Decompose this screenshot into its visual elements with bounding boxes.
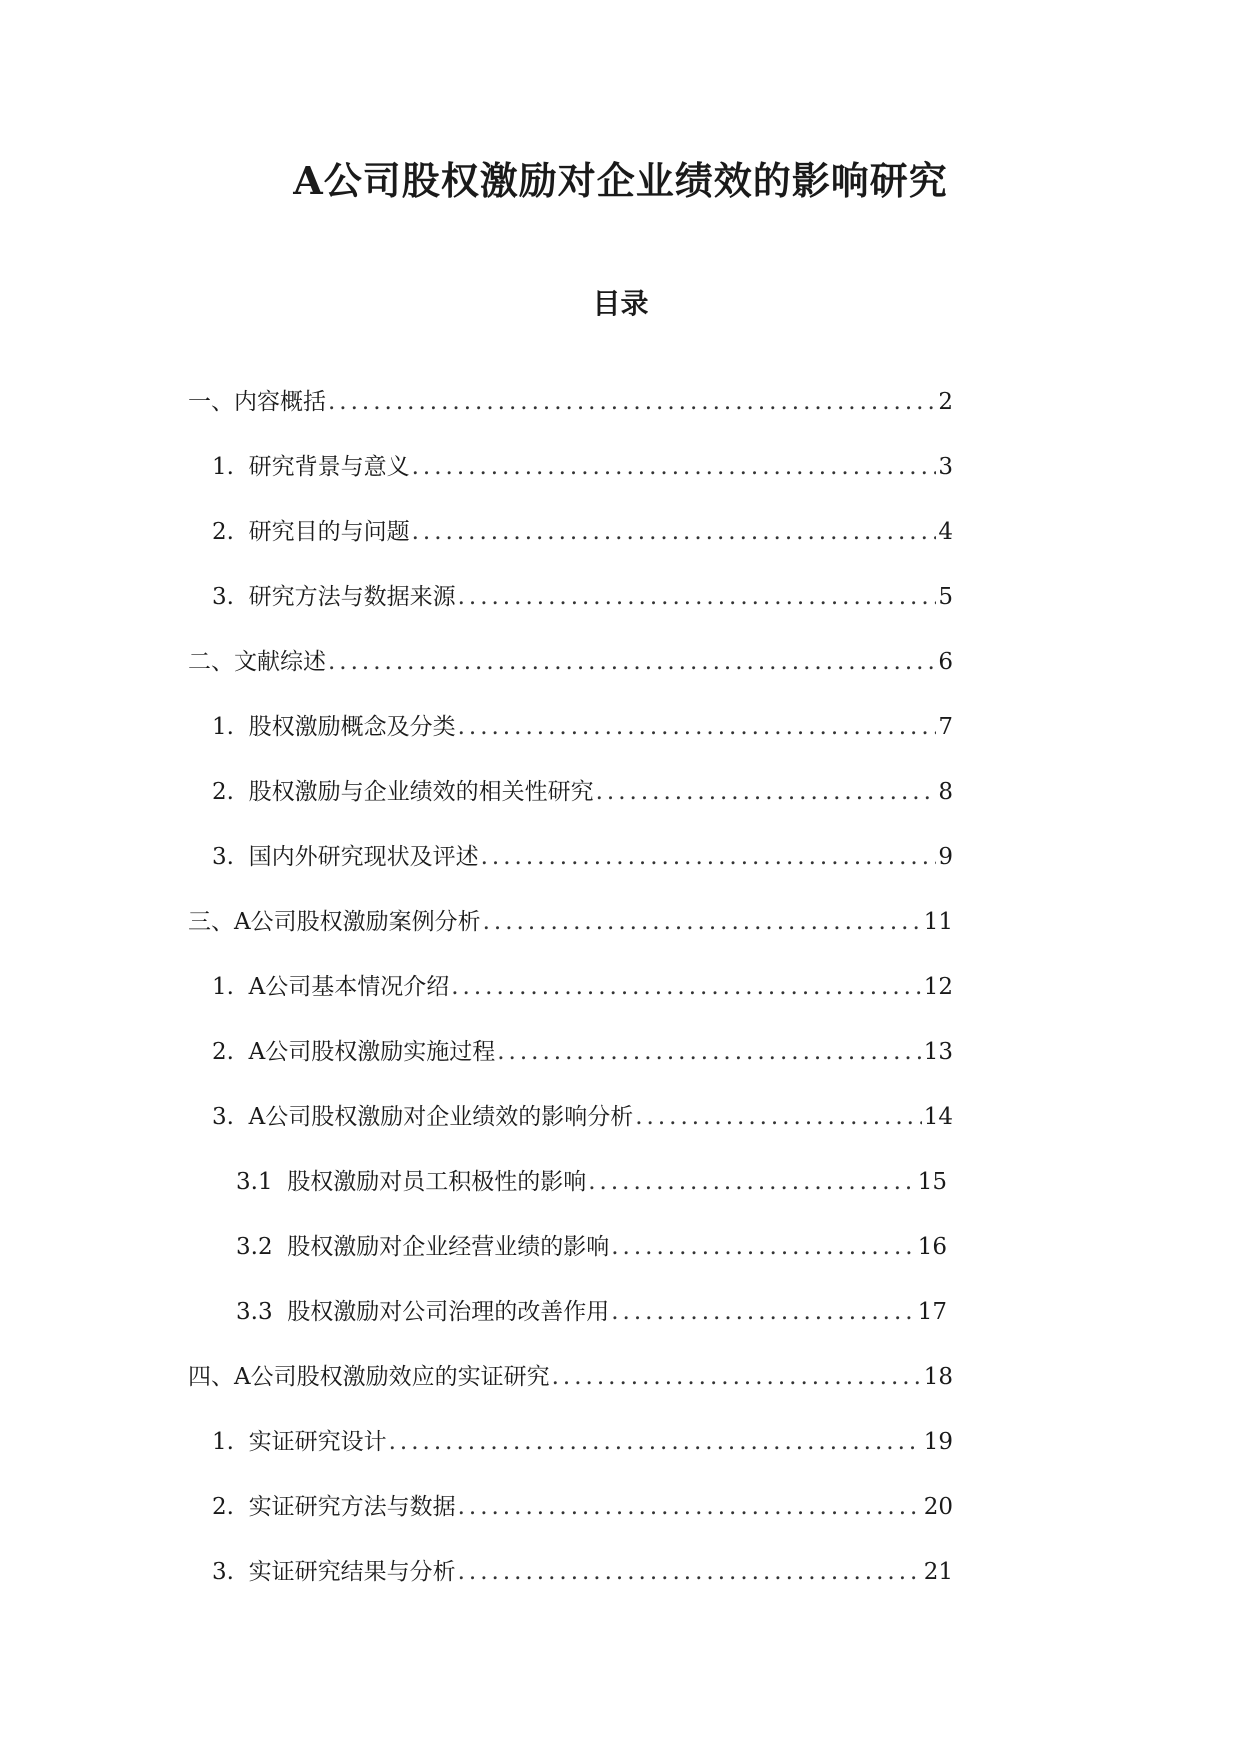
toc-entry-page: 11: [923, 909, 953, 935]
toc-entry[interactable]: [236, 1227, 947, 1292]
toc-entry-page: 6: [938, 649, 953, 675]
toc-entry[interactable]: [212, 1487, 953, 1552]
toc-entry[interactable]: [212, 1422, 953, 1487]
toc-entry-label: A公司基本情况介绍: [248, 974, 450, 1000]
toc-entry-number: 3.1: [236, 1169, 288, 1195]
toc-entry-number: 3.: [212, 844, 249, 870]
toc-entry-label: 研究目的与问题: [248, 519, 410, 545]
toc-leader-dots: [497, 1032, 922, 1072]
toc-entry-label: 研究背景与意义: [248, 454, 410, 480]
toc-entry-number: 3.: [212, 1104, 249, 1130]
toc-entry-number: 一、: [188, 389, 234, 415]
toc-leader-dots: [389, 1422, 922, 1462]
toc-entry-label: A公司股权激励实施过程: [248, 1039, 496, 1065]
toc-entry-number: 四、: [188, 1364, 234, 1390]
toc-entry-label: 实证研究设计: [248, 1429, 387, 1455]
toc-entry-page: 4: [938, 519, 953, 545]
toc-entry-label: 股权激励对公司治理的改善作用: [287, 1299, 610, 1325]
toc-leader-dots: [552, 1357, 922, 1397]
toc-entry[interactable]: [212, 1097, 953, 1162]
toc-entry[interactable]: [212, 707, 953, 772]
toc-entry-number: 2.: [212, 519, 249, 545]
toc-entry-number: 2.: [212, 1494, 249, 1520]
toc-entry-page: 19: [923, 1429, 953, 1455]
toc-entry[interactable]: [212, 577, 953, 642]
toc-leader-dots: [635, 1097, 922, 1137]
toc-leader-dots: [458, 1552, 922, 1592]
toc-entry-number: 1.: [212, 1429, 249, 1455]
toc-leader-dots: [596, 772, 937, 812]
toc-entry-number: 3.: [212, 1559, 249, 1585]
toc-entry-page: 13: [923, 1039, 953, 1065]
toc-entry[interactable]: [212, 837, 953, 902]
toc-entry[interactable]: [188, 642, 953, 707]
toc-entry[interactable]: [236, 1292, 947, 1357]
toc-entry-page: 12: [923, 974, 953, 1000]
toc-entry-label: 股权激励对企业经营业绩的影响: [287, 1234, 610, 1260]
toc-entry-page: 14: [923, 1104, 953, 1130]
toc-entry[interactable]: [188, 1357, 953, 1422]
toc-heading: 目录: [592, 287, 649, 320]
toc-entry-page: 2: [938, 389, 953, 415]
toc-leader-dots: [588, 1162, 916, 1202]
toc-entry-label: 股权激励概念及分类: [248, 714, 456, 740]
toc-leader-dots: [611, 1292, 916, 1332]
toc-entry[interactable]: [212, 1032, 953, 1097]
toc-entry-page: 5: [938, 584, 953, 610]
toc-entry-page: 15: [917, 1169, 947, 1195]
toc-entry-number: 三、: [188, 909, 234, 935]
toc-entry-label: 股权激励与企业绩效的相关性研究: [248, 779, 594, 805]
toc-entry-number: 3.: [212, 584, 249, 610]
toc-entry-page: 20: [923, 1494, 953, 1520]
toc-leader-dots: [458, 577, 937, 617]
toc-entry-number: 二、: [188, 649, 234, 675]
toc-entry-page: 17: [917, 1299, 947, 1325]
toc-entry-number: 2.: [212, 779, 249, 805]
toc-entry[interactable]: [212, 967, 953, 1032]
toc-entry[interactable]: [236, 1162, 947, 1227]
toc-entry[interactable]: [212, 1552, 953, 1617]
toc-entry-page: 21: [923, 1559, 953, 1585]
toc-entry-label: 内容概括: [234, 389, 326, 415]
toc-entry-number: 1.: [212, 714, 249, 740]
toc-entry-label: 国内外研究现状及评述: [248, 844, 479, 870]
toc-entry[interactable]: [212, 772, 953, 837]
toc-entry-number: 1.: [212, 974, 249, 1000]
toc-entry-number: 3.2: [236, 1234, 288, 1260]
toc-entry-label: 实证研究方法与数据: [248, 1494, 456, 1520]
toc-entry-number: 2.: [212, 1039, 249, 1065]
toc-entry-page: 18: [923, 1364, 953, 1390]
toc-leader-dots: [328, 382, 936, 422]
toc-leader-dots: [611, 1227, 916, 1267]
document-title: A公司股权激励对企业绩效的影响研究: [293, 158, 948, 203]
toc-entry-number: 3.3: [236, 1299, 288, 1325]
toc-leader-dots: [458, 707, 937, 747]
toc-entry-page: 3: [938, 454, 953, 480]
toc-leader-dots: [412, 447, 937, 487]
table-of-contents: [0, 382, 1241, 1617]
toc-leader-dots: [328, 642, 936, 682]
toc-leader-dots: [412, 512, 937, 552]
toc-entry[interactable]: [188, 382, 953, 447]
toc-entry-page: 7: [938, 714, 953, 740]
toc-entry-page: 9: [938, 844, 953, 870]
toc-entry-label: A公司股权激励效应的实证研究: [234, 1364, 550, 1390]
toc-entry[interactable]: [212, 512, 953, 577]
toc-leader-dots: [458, 1487, 922, 1527]
toc-leader-dots: [483, 902, 922, 942]
toc-entry-label: 研究方法与数据来源: [248, 584, 456, 610]
toc-entry-page: 16: [917, 1234, 947, 1260]
toc-entry-label: A公司股权激励对企业绩效的影响分析: [248, 1104, 634, 1130]
toc-entry-label: A公司股权激励案例分析: [234, 909, 481, 935]
toc-entry-label: 文献综述: [234, 649, 326, 675]
toc-entry-label: 实证研究结果与分析: [248, 1559, 456, 1585]
toc-entry-page: 8: [938, 779, 953, 805]
toc-entry[interactable]: [212, 447, 953, 512]
toc-entry-number: 1.: [212, 454, 249, 480]
toc-entry-label: 股权激励对员工积极性的影响: [287, 1169, 587, 1195]
toc-leader-dots: [451, 967, 922, 1007]
toc-entry[interactable]: [188, 902, 953, 967]
toc-leader-dots: [481, 837, 937, 877]
